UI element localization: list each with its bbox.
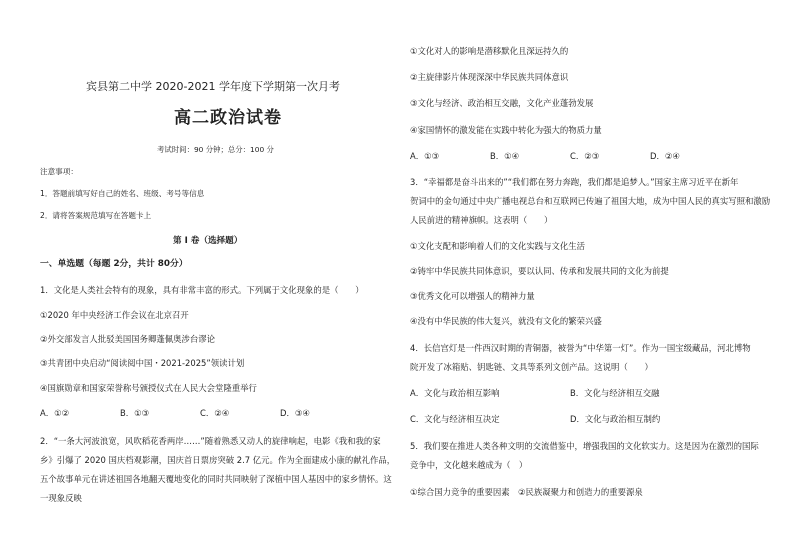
q1-option-d[interactable]: D．③④ — [280, 408, 310, 418]
q4-option-b[interactable]: B．文化与经济相互交融 — [570, 388, 660, 398]
right-column — [410, 0, 771, 560]
q1-item-1: ①2020 年中央经济工作会议在北京召开 — [40, 310, 189, 320]
q3-item-3: ③优秀文化可以增强人的精神力量 — [410, 291, 535, 301]
q2-item-1: ①文化对人的影响是潜移默化且深远持久的 — [410, 46, 569, 56]
q5-stem-line-1: 5．我们要在推进人类各种文明的交流借鉴中，增强我国的文化软实力。这是因为在激烈的国际 — [410, 441, 759, 451]
q2-item-3: ③文化与经济、政治相互交融，文化产业蓬勃发展 — [410, 98, 594, 108]
q1-item-3: ③共青团中央启动“阅读阅中国・2021-2025”领读计划 — [40, 358, 245, 368]
q2-stem-line-3: 五个故事单元在讲述祖国各地翻天覆地变化的同时共同映射了深植中国人基因中的家乡情怀。这 — [40, 474, 392, 484]
q3-item-4: ④没有中华民族的伟大复兴，就没有文化的繁荣兴盛 — [410, 316, 602, 326]
q3-item-1: ①文化支配和影响着人们的文化实践与文化生活 — [410, 241, 586, 251]
q2-option-a[interactable]: A．①③ — [410, 151, 440, 161]
q2-stem-line-2: 乡》引爆了 2020 国庆档观影潮，国庆首日票房突破 2.7 亿元。作为全面建成小康的献礼作品， — [40, 455, 396, 465]
q2-option-c[interactable]: C．②③ — [570, 151, 600, 161]
q1-option-a[interactable]: A．①② — [40, 408, 70, 418]
q1-option-c[interactable]: C．②④ — [200, 408, 230, 418]
volume-title: 第 I 卷（选择题） — [173, 236, 243, 246]
q3-item-2: ②铸牢中华民族共同体意识，要以认同、传承和发展共同的文化为前提 — [410, 266, 669, 276]
school-title: 宾县第二中学 2020-2021 学年度下学期第一次月考 — [86, 80, 340, 93]
q3-stem-line-2: 贺词中的金句通过中央广播电视总台和互联网已传遍了祖国大地，成为中国人民的真实写照和激励 — [410, 196, 771, 206]
q4-stem-line-1: 4．长信宫灯是一件西汉时期的青铜器，被誉为“中华第一灯”。作为一国宝级藏品，河北博物 — [410, 343, 751, 353]
q3-stem-line-1: 3．“幸福都是奋斗出来的”“我们都在努力奔跑，我们都是追梦人。”国家主席习近平在新年 — [410, 177, 739, 187]
q2-stem-line-4: 一现象反映 — [40, 493, 82, 503]
q5-item-1: ①综合国力竞争的重要因素 ②民族凝聚力和创造力的重要源泉 — [410, 487, 643, 497]
q2-option-b[interactable]: B．①④ — [490, 151, 520, 161]
q1-stem: 1．文化是人类社会特有的现象，具有非常丰富的形式。下列属于文化现象的是（ ） — [40, 285, 364, 295]
subject-title: 高二政治试卷 — [174, 108, 282, 128]
q4-option-c[interactable]: C．文化与经济相互决定 — [410, 414, 500, 424]
q3-stem-line-3: 人民前进的精神旗帜。这表明（ ） — [410, 215, 553, 225]
note-1: 1．答题前填写好自己的姓名、班级、考号等信息 — [40, 189, 205, 198]
q2-stem-line-1: 2．“一条大河波浪宽，风吹稻花香两岸……”随着熟悉又动人的旋律响起，电影《我和我的家 — [40, 436, 381, 446]
left-column — [40, 0, 396, 560]
q2-item-2: ②主旋律影片体现深深中华民族共同体意识 — [410, 72, 569, 82]
notes-heading: 注意事项： — [40, 167, 78, 176]
q1-option-b[interactable]: B．①③ — [120, 408, 150, 418]
exam-meta: 考试时间：90 分钟；总分：100 分 — [157, 145, 274, 154]
q2-option-d[interactable]: D．②④ — [650, 151, 680, 161]
q4-option-d[interactable]: D．文化与政治相互制约 — [570, 414, 661, 424]
q1-item-4: ④国旗勋章和国家荣誉称号颁授仪式在人民大会堂隆重举行 — [40, 383, 257, 393]
q4-stem-line-2: 院开发了冰箱贴、钥匙链、文具等系列文创产品。这说明（ ） — [410, 362, 653, 372]
q5-stem-line-2: 竞争中，文化越来越成为（ ） — [410, 460, 528, 470]
note-2: 2．请将答案规范填写在答题卡上 — [40, 211, 152, 220]
q1-item-2: ②外交部发言人批驳美国国务卿蓬佩奥涉台谬论 — [40, 334, 216, 344]
q4-option-a[interactable]: A．文化与政治相互影响 — [410, 388, 500, 398]
q2-item-4: ④家国情怀的激发能在实践中转化为强大的物质力量 — [410, 125, 602, 135]
part-title: 一、单选题（每题 2分，共计 80分） — [40, 259, 188, 269]
